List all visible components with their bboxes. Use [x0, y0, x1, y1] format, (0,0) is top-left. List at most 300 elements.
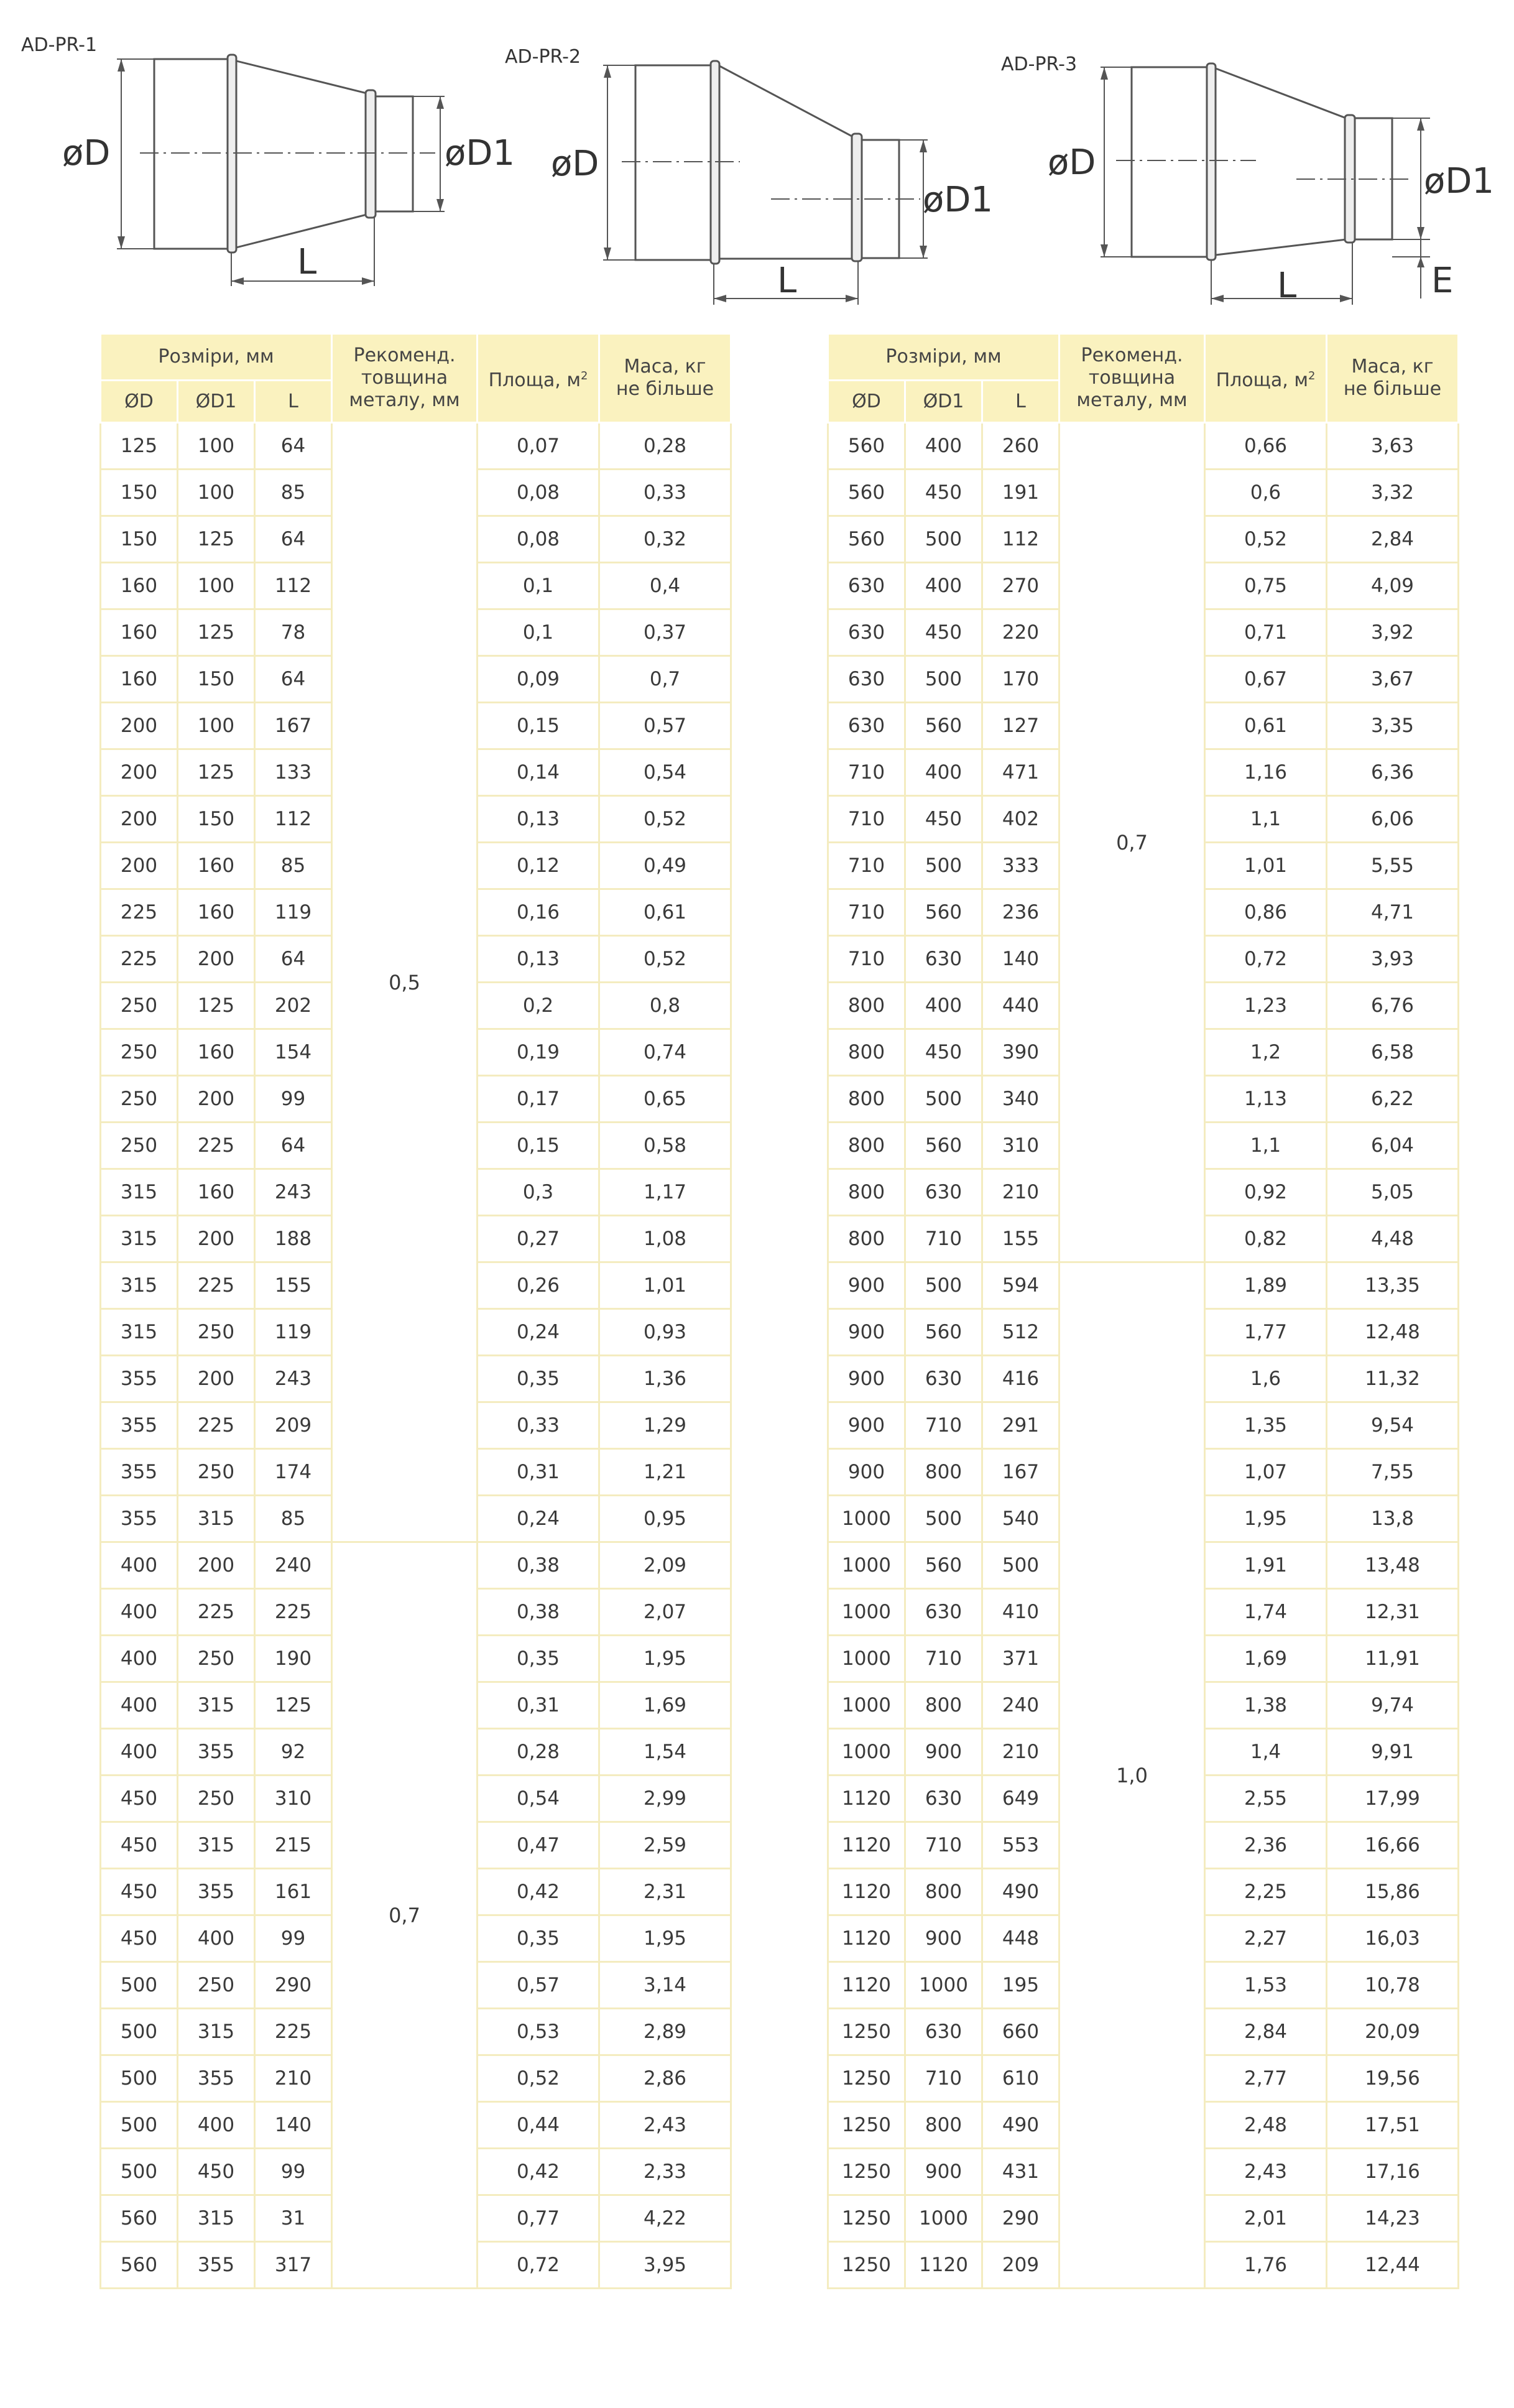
cell-d: 800 [828, 1076, 905, 1123]
cell-l: 243 [255, 1169, 332, 1216]
cell-d1: 400 [905, 423, 982, 470]
cell-mass: 0,52 [599, 796, 731, 843]
cell-area: 0,1 [478, 563, 599, 609]
cell-mass: 0,61 [599, 889, 731, 936]
cell-area: 0,27 [478, 1216, 599, 1262]
cell-mass: 1,01 [599, 1262, 731, 1309]
cell-d: 1250 [828, 2149, 905, 2195]
cell-d: 500 [101, 2102, 178, 2149]
diagram-2-d1-label: øD1 [923, 180, 994, 220]
cell-mass: 4,48 [1327, 1216, 1459, 1262]
cell-d: 1000 [828, 1542, 905, 1589]
cell-mass: 2,89 [599, 2009, 731, 2055]
cell-l: 64 [255, 656, 332, 703]
cell-mass: 19,56 [1327, 2055, 1459, 2102]
cell-mass: 3,35 [1327, 703, 1459, 749]
header-sizes: Розміри, мм [101, 334, 332, 381]
cell-area: 0,66 [1205, 423, 1327, 470]
cell-mass: 2,07 [599, 1589, 731, 1636]
cell-d1: 125 [178, 609, 255, 656]
cell-d1: 200 [178, 1216, 255, 1262]
cell-mass: 0,95 [599, 1496, 731, 1542]
cell-d: 125 [101, 423, 178, 470]
cell-l: 112 [255, 796, 332, 843]
cell-d: 315 [101, 1216, 178, 1262]
cell-l: 85 [255, 1496, 332, 1542]
cell-d: 500 [101, 2055, 178, 2102]
cell-mass: 0,49 [599, 843, 731, 889]
cell-mass: 13,48 [1327, 1542, 1459, 1589]
cell-area: 2,27 [1205, 1915, 1327, 1962]
cell-l: 112 [982, 516, 1059, 563]
diagram-1-l-label: L [297, 242, 317, 282]
cell-area: 2,84 [1205, 2009, 1327, 2055]
cell-area: 0,71 [1205, 609, 1327, 656]
cell-d: 200 [101, 796, 178, 843]
cell-area: 0,35 [478, 1915, 599, 1962]
cell-l: 240 [982, 1682, 1059, 1729]
cell-d1: 315 [178, 2195, 255, 2242]
cell-l: 416 [982, 1356, 1059, 1402]
cell-d1: 450 [905, 1029, 982, 1076]
cell-d1: 500 [905, 1496, 982, 1542]
cell-area: 0,61 [1205, 703, 1327, 749]
cell-d: 630 [828, 609, 905, 656]
cell-d: 1000 [828, 1636, 905, 1682]
cell-mass: 6,76 [1327, 983, 1459, 1029]
cell-mass: 12,48 [1327, 1309, 1459, 1356]
cell-d1: 250 [178, 1309, 255, 1356]
cell-mass: 0,74 [599, 1029, 731, 1076]
cell-d1: 355 [178, 2242, 255, 2289]
cell-l: 140 [982, 936, 1059, 983]
reducer-diagram-3 [0, 0, 1514, 311]
cell-mass: 5,55 [1327, 843, 1459, 889]
cell-area: 0,54 [478, 1776, 599, 1822]
header-thickness: Рекоменд. товщина металу, мм [1059, 334, 1205, 423]
cell-l: 220 [982, 609, 1059, 656]
cell-l: 119 [255, 889, 332, 936]
cell-area: 0,57 [478, 1962, 599, 2009]
cell-l: 402 [982, 796, 1059, 843]
cell-area: 0,82 [1205, 1216, 1327, 1262]
cell-area: 0,6 [1205, 470, 1327, 516]
cell-area: 0,19 [478, 1029, 599, 1076]
cell-l: 64 [255, 516, 332, 563]
cell-area: 1,2 [1205, 1029, 1327, 1076]
cell-l: 127 [982, 703, 1059, 749]
cell-l: 390 [982, 1029, 1059, 1076]
cell-l: 540 [982, 1496, 1059, 1542]
cell-l: 291 [982, 1402, 1059, 1449]
cell-thickness: 0,7 [332, 1542, 478, 2289]
cell-area: 1,1 [1205, 796, 1327, 843]
cell-l: 154 [255, 1029, 332, 1076]
cell-l: 99 [255, 1076, 332, 1123]
cell-d1: 250 [178, 1449, 255, 1496]
cell-d: 150 [101, 470, 178, 516]
cell-d1: 250 [178, 1776, 255, 1822]
header-sizes: Розміри, мм [828, 334, 1059, 381]
cell-d1: 500 [905, 1076, 982, 1123]
cell-mass: 1,54 [599, 1729, 731, 1776]
cell-mass: 1,95 [599, 1915, 731, 1962]
cell-l: 371 [982, 1636, 1059, 1682]
cell-l: 236 [982, 889, 1059, 936]
cell-l: 500 [982, 1542, 1059, 1589]
cell-area: 0,92 [1205, 1169, 1327, 1216]
cell-mass: 4,22 [599, 2195, 731, 2242]
cell-d1: 160 [178, 1169, 255, 1216]
cell-l: 99 [255, 1915, 332, 1962]
cell-d: 450 [101, 1869, 178, 1915]
header-mass: Маса, кг не більше [1327, 334, 1459, 423]
cell-area: 1,76 [1205, 2242, 1327, 2289]
cell-mass: 0,32 [599, 516, 731, 563]
table-row [828, 423, 1459, 470]
cell-l: 594 [982, 1262, 1059, 1309]
cell-d: 900 [828, 1262, 905, 1309]
cell-mass: 6,36 [1327, 749, 1459, 796]
cell-area: 2,25 [1205, 1869, 1327, 1915]
cell-thickness: 1,0 [1059, 1262, 1205, 2289]
cell-d: 250 [101, 1076, 178, 1123]
cell-mass: 10,78 [1327, 1962, 1459, 2009]
cell-mass: 13,8 [1327, 1496, 1459, 1542]
cell-area: 1,53 [1205, 1962, 1327, 2009]
cell-d: 250 [101, 1123, 178, 1169]
cell-d1: 800 [905, 1449, 982, 1496]
cell-l: 195 [982, 1962, 1059, 2009]
cell-l: 125 [255, 1682, 332, 1729]
cell-area: 0,24 [478, 1496, 599, 1542]
cell-d1: 400 [905, 749, 982, 796]
table-row [101, 423, 731, 470]
cell-mass: 3,63 [1327, 423, 1459, 470]
cell-d: 500 [101, 2009, 178, 2055]
cell-l: 260 [982, 423, 1059, 470]
cell-mass: 0,57 [599, 703, 731, 749]
cell-area: 2,01 [1205, 2195, 1327, 2242]
cell-d1: 225 [178, 1402, 255, 1449]
cell-d: 200 [101, 703, 178, 749]
cell-d1: 500 [905, 516, 982, 563]
cell-d1: 630 [905, 1356, 982, 1402]
cell-d: 250 [101, 983, 178, 1029]
header-d1: ØD1 [178, 381, 255, 423]
cell-d: 315 [101, 1309, 178, 1356]
cell-mass: 0,7 [599, 656, 731, 703]
cell-mass: 1,36 [599, 1356, 731, 1402]
cell-d: 630 [828, 563, 905, 609]
cell-l: 140 [255, 2102, 332, 2149]
diagram-3-e-label: E [1431, 261, 1454, 301]
cell-d: 315 [101, 1262, 178, 1309]
cell-d: 450 [101, 1776, 178, 1822]
cell-l: 210 [982, 1729, 1059, 1776]
cell-mass: 2,31 [599, 1869, 731, 1915]
cell-l: 225 [255, 1589, 332, 1636]
cell-d: 500 [101, 2149, 178, 2195]
cell-d: 1250 [828, 2242, 905, 2289]
cell-mass: 5,05 [1327, 1169, 1459, 1216]
cell-d: 1250 [828, 2009, 905, 2055]
header-area: Площа, $м^2$ [478, 334, 599, 423]
cell-d: 225 [101, 889, 178, 936]
cell-d1: 900 [905, 2149, 982, 2195]
cell-l: 310 [982, 1123, 1059, 1169]
cell-d1: 710 [905, 1822, 982, 1869]
cell-area: 0,52 [1205, 516, 1327, 563]
cell-l: 340 [982, 1076, 1059, 1123]
cell-d1: 560 [905, 1309, 982, 1356]
cell-d1: 100 [178, 470, 255, 516]
cell-d1: 315 [178, 2009, 255, 2055]
cell-d1: 160 [178, 843, 255, 889]
cell-l: 210 [255, 2055, 332, 2102]
cell-mass: 3,32 [1327, 470, 1459, 516]
diagram-1-label: AD-PR-1 [21, 34, 98, 56]
cell-d1: 315 [178, 1496, 255, 1542]
cell-l: 78 [255, 609, 332, 656]
cell-l: 610 [982, 2055, 1059, 2102]
cell-area: 1,77 [1205, 1309, 1327, 1356]
cell-d1: 710 [905, 1402, 982, 1449]
diagram-2-l-label: L [777, 261, 797, 301]
cell-d1: 500 [905, 843, 982, 889]
cell-l: 512 [982, 1309, 1059, 1356]
cell-d1: 160 [178, 889, 255, 936]
cell-mass: 3,67 [1327, 656, 1459, 703]
cell-l: 99 [255, 2149, 332, 2195]
cell-d1: 315 [178, 1822, 255, 1869]
header-d: ØD [828, 381, 905, 423]
cell-mass: 1,95 [599, 1636, 731, 1682]
diagram-3-label: AD-PR-3 [1001, 53, 1078, 75]
cell-mass: 6,06 [1327, 796, 1459, 843]
cell-l: 448 [982, 1915, 1059, 1962]
table-left-body [101, 423, 731, 2289]
cell-mass: 1,08 [599, 1216, 731, 1262]
cell-mass: 16,66 [1327, 1822, 1459, 1869]
cell-l: 317 [255, 2242, 332, 2289]
cell-area: 1,69 [1205, 1636, 1327, 1682]
cell-d1: 500 [905, 1262, 982, 1309]
cell-mass: 6,04 [1327, 1123, 1459, 1169]
cell-mass: 3,92 [1327, 609, 1459, 656]
cell-mass: 3,95 [599, 2242, 731, 2289]
cell-area: 0,13 [478, 936, 599, 983]
cell-l: 155 [982, 1216, 1059, 1262]
cell-mass: 2,99 [599, 1776, 731, 1822]
cell-area: 2,36 [1205, 1822, 1327, 1869]
cell-area: 0,31 [478, 1449, 599, 1496]
cell-area: 0,77 [478, 2195, 599, 2242]
cell-mass: 2,84 [1327, 516, 1459, 563]
cell-d: 150 [101, 516, 178, 563]
cell-d: 1250 [828, 2055, 905, 2102]
cell-d1: 400 [905, 983, 982, 1029]
cell-area: 0,13 [478, 796, 599, 843]
cell-area: 0,26 [478, 1262, 599, 1309]
cell-area: 1,01 [1205, 843, 1327, 889]
cell-mass: 2,86 [599, 2055, 731, 2102]
cell-d1: 800 [905, 2102, 982, 2149]
cell-area: 1,4 [1205, 1729, 1327, 1776]
cell-area: 0,72 [1205, 936, 1327, 983]
cell-area: 0,86 [1205, 889, 1327, 936]
cell-mass: 11,32 [1327, 1356, 1459, 1402]
cell-area: 0,12 [478, 843, 599, 889]
cell-area: 0,35 [478, 1636, 599, 1682]
cell-area: 2,77 [1205, 2055, 1327, 2102]
cell-mass: 12,31 [1327, 1589, 1459, 1636]
cell-d1: 355 [178, 2055, 255, 2102]
cell-d: 450 [101, 1915, 178, 1962]
cell-d: 400 [101, 1636, 178, 1682]
cell-l: 161 [255, 1869, 332, 1915]
cell-area: 0,17 [478, 1076, 599, 1123]
cell-d: 800 [828, 1029, 905, 1076]
header-l: L [255, 381, 332, 423]
cell-l: 167 [255, 703, 332, 749]
cell-mass: 0,65 [599, 1076, 731, 1123]
cell-l: 188 [255, 1216, 332, 1262]
cell-d1: 710 [905, 1636, 982, 1682]
cell-mass: 14,23 [1327, 2195, 1459, 2242]
cell-d1: 630 [905, 1169, 982, 1216]
header-l: L [982, 381, 1059, 423]
cell-mass: 9,91 [1327, 1729, 1459, 1776]
cell-area: 0,42 [478, 1869, 599, 1915]
cell-d: 560 [101, 2242, 178, 2289]
cell-d: 200 [101, 749, 178, 796]
cell-d1: 125 [178, 983, 255, 1029]
table-row [828, 1262, 1459, 1309]
cell-l: 64 [255, 1123, 332, 1169]
cell-d1: 800 [905, 1869, 982, 1915]
cell-area: 1,89 [1205, 1262, 1327, 1309]
cell-d1: 710 [905, 2055, 982, 2102]
cell-d1: 500 [905, 656, 982, 703]
cell-mass: 12,44 [1327, 2242, 1459, 2289]
cell-l: 119 [255, 1309, 332, 1356]
cell-mass: 2,59 [599, 1822, 731, 1869]
cell-d: 400 [101, 1589, 178, 1636]
cell-d1: 400 [178, 2102, 255, 2149]
cell-l: 190 [255, 1636, 332, 1682]
cell-l: 290 [982, 2195, 1059, 2242]
cell-d: 800 [828, 1123, 905, 1169]
cell-l: 170 [982, 656, 1059, 703]
cell-d: 560 [828, 516, 905, 563]
cell-mass: 0,93 [599, 1309, 731, 1356]
cell-d: 1120 [828, 1822, 905, 1869]
cell-area: 2,48 [1205, 2102, 1327, 2149]
cell-d1: 900 [905, 1729, 982, 1776]
cell-d1: 200 [178, 1542, 255, 1589]
cell-d1: 450 [905, 796, 982, 843]
cell-mass: 17,16 [1327, 2149, 1459, 2195]
cell-area: 0,47 [478, 1822, 599, 1869]
cell-d1: 630 [905, 1589, 982, 1636]
cell-d: 1000 [828, 1729, 905, 1776]
cell-mass: 0,33 [599, 470, 731, 516]
cell-area: 1,35 [1205, 1402, 1327, 1449]
cell-l: 649 [982, 1776, 1059, 1822]
cell-d1: 200 [178, 936, 255, 983]
cell-l: 167 [982, 1449, 1059, 1496]
diagram-1-d-label: øD [62, 133, 111, 174]
cell-d1: 125 [178, 749, 255, 796]
cell-mass: 16,03 [1327, 1915, 1459, 1962]
cell-d: 800 [828, 1169, 905, 1216]
cell-l: 243 [255, 1356, 332, 1402]
cell-d1: 560 [905, 703, 982, 749]
table-row [101, 1542, 731, 1589]
cell-area: 0,24 [478, 1309, 599, 1356]
cell-l: 209 [255, 1402, 332, 1449]
diagram-1-d1-label: øD1 [445, 133, 515, 174]
cell-d1: 450 [905, 609, 982, 656]
cell-d: 900 [828, 1309, 905, 1356]
cell-d: 250 [101, 1029, 178, 1076]
cell-d: 450 [101, 1822, 178, 1869]
cell-d1: 630 [905, 936, 982, 983]
cell-mass: 0,8 [599, 983, 731, 1029]
cell-d: 1000 [828, 1496, 905, 1542]
cell-area: 0,75 [1205, 563, 1327, 609]
cell-d: 400 [101, 1542, 178, 1589]
cell-l: 410 [982, 1589, 1059, 1636]
cell-d1: 630 [905, 1776, 982, 1822]
cell-d1: 710 [905, 1216, 982, 1262]
header-d1: ØD1 [905, 381, 982, 423]
cell-area: 0,07 [478, 423, 599, 470]
cell-area: 0,72 [478, 2242, 599, 2289]
cell-area: 0,42 [478, 2149, 599, 2195]
cell-mass: 17,51 [1327, 2102, 1459, 2149]
diagram-2-label: AD-PR-2 [505, 46, 581, 68]
cell-mass: 3,14 [599, 1962, 731, 2009]
cell-l: 553 [982, 1822, 1059, 1869]
cell-l: 270 [982, 563, 1059, 609]
header-area: Площа, $м^2$ [1205, 334, 1327, 423]
cell-mass: 11,91 [1327, 1636, 1459, 1682]
cell-d1: 150 [178, 656, 255, 703]
cell-area: 1,74 [1205, 1589, 1327, 1636]
cell-l: 471 [982, 749, 1059, 796]
cell-area: 0,35 [478, 1356, 599, 1402]
cell-mass: 2,09 [599, 1542, 731, 1589]
cell-d1: 450 [178, 2149, 255, 2195]
cell-d1: 150 [178, 796, 255, 843]
cell-d: 200 [101, 843, 178, 889]
cell-d: 1120 [828, 1776, 905, 1822]
cell-area: 2,55 [1205, 1776, 1327, 1822]
cell-l: 240 [255, 1542, 332, 1589]
diagram-3-d-label: øD [1048, 142, 1096, 183]
cell-d: 500 [101, 1962, 178, 2009]
cell-d: 710 [828, 936, 905, 983]
cell-d1: 400 [178, 1915, 255, 1962]
cell-d1: 560 [905, 1123, 982, 1169]
cell-mass: 13,35 [1327, 1262, 1459, 1309]
cell-d: 1120 [828, 1915, 905, 1962]
cell-d1: 560 [905, 1542, 982, 1589]
cell-mass: 0,37 [599, 609, 731, 656]
cell-d1: 225 [178, 1123, 255, 1169]
